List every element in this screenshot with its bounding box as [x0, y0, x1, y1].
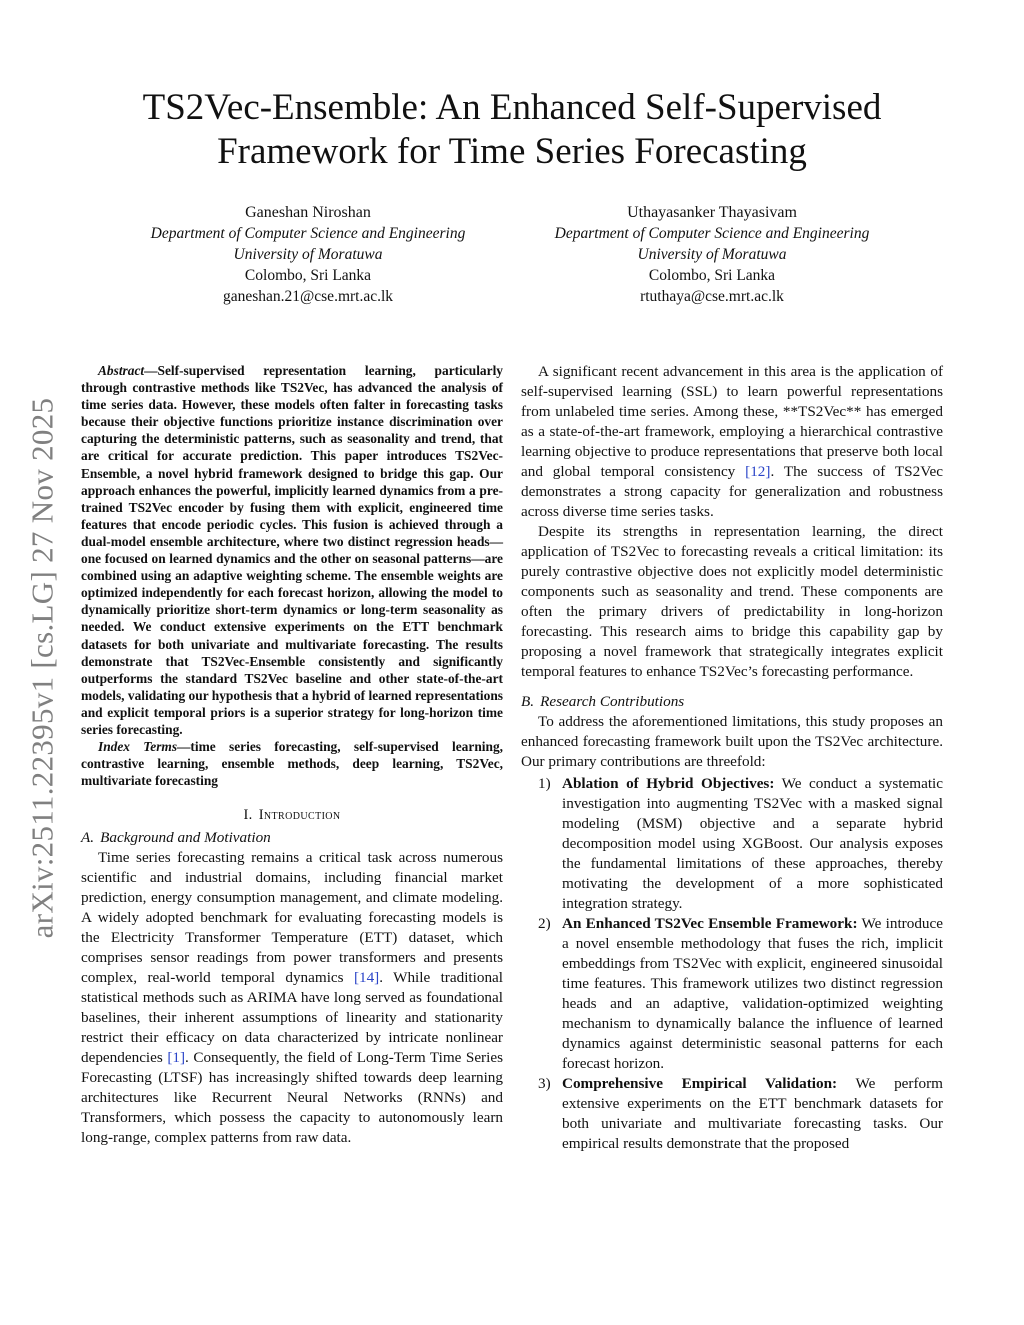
author-name: Ganeshan Niroshan — [245, 204, 371, 221]
list-number: 1) — [538, 775, 551, 792]
section-title: Introduction — [258, 807, 341, 824]
paragraph-text: . While traditional statistical methods such as ARIMA have long served as foundational baselines, their inherent assumptions of linearity and stationarity restrict their efficacy on data characterized by intricate nonlinear dependencies — [81, 969, 503, 1067]
index-terms — [81, 738, 503, 789]
author-university: University of Moratuwa — [233, 246, 383, 263]
citation-link[interactable]: [12] — [745, 463, 771, 480]
list-item — [521, 1074, 943, 1154]
abstract-text: —Self-supervised representation learning, particularly through contrastive methods like TS2Vec, has advanced the analysis of time series data. However, these models often falter in forecasting tasks because their objective functions prioritize instance discrimination over capturing the deterministic patterns, such as seasonality and trend, that are critical for accurate prediction. This paper introduces TS2Vec-Ensemble, a novel hybrid framework designed to bridge this gap. Our approach enhances the powerful, implicitly learned dynamics from a pre-trained TS2Vec encoder by fusing them with explicit, engineered time features that encode periodic cycles. This fusion is achieved through a dual-model ensemble architecture, where two distinct regression heads—one focused on learned dynamics and the other on seasonal patterns—are combined using an adaptive weighting scheme. The ensemble weights are optimized independently for each forecast horizon, allowing the model to dynamically prioritize short-term dynamics or long-term seasonality as needed. We conduct extensive experiments on the ETT benchmark datasets for both univariate and multivariate forecasting. The results demonstrate that TS2Vec-Ensemble consistently and significantly outperforms the standard TS2Vec baseline and other state-of-the-art models, validating our hypothesis that a hybrid of learned representations and explicit temporal priors is a superior strategy for long-horizon time series forecasting. — [81, 363, 503, 737]
section-heading — [81, 805, 503, 825]
paragraph-text: Time series forecasting remains a critical task across numerous scientific and industrial domains, including financial market prediction, energy consumption management, and climate modeling. A widely adopted benchmark for evaluating forecasting models is the Electricity Transformer Temperature (ETT) dataset, which comprises sensor readings from power transformers and presents complex, real-world temporal dynamics — [81, 849, 503, 987]
author-block-2 — [502, 202, 922, 307]
list-item — [521, 914, 943, 1074]
contribution-lead: An Enhanced TS2Vec Ensemble Framework: — [562, 915, 858, 932]
author-location: Colombo, Sri Lanka — [648, 267, 776, 284]
contribution-lead: Comprehensive Empirical Validation: — [562, 1075, 838, 1092]
list-number: 2) — [538, 915, 551, 932]
contributions-list — [521, 774, 943, 1154]
abstract-lead: Abstract — [98, 363, 145, 378]
arxiv-stamp-text: arXiv:2511.22395v1 [cs.LG] 27 Nov 2025 — [24, 397, 59, 939]
subsection-heading — [81, 828, 503, 848]
citation-link[interactable]: [14] — [353, 969, 380, 987]
author-name: Uthayasanker Thayasivam — [627, 204, 797, 221]
paragraph: To address the aforementioned limitations, this study proposes an enhanced forecasting framework built upon the TS2Vec architecture. Our primary contributions are threefold: — [521, 713, 943, 770]
paragraph — [521, 362, 943, 522]
author-email[interactable]: ganeshan.21@cse.mrt.ac.lk — [222, 288, 394, 305]
citation-link[interactable]: [1] — [167, 1049, 186, 1067]
author-location: Colombo, Sri Lanka — [244, 267, 372, 284]
paragraph — [81, 848, 503, 1148]
author-block-1 — [98, 202, 518, 307]
title-line-2: Framework for Time Series Forecasting — [217, 131, 807, 172]
author-department: Department of Computer Science and Engineering — [150, 225, 466, 242]
index-terms-text: —time series forecasting, self-supervised learning, contrastive learning, ensemble methods, deep learning, TS2Vec, multivariate forecasting — [81, 739, 503, 789]
left-column — [81, 362, 503, 1148]
arxiv-stamp — [16, 368, 68, 968]
title-line-1: TS2Vec-Ensemble: An Enhanced Self-Supervised — [142, 87, 882, 128]
author-email[interactable]: rtuthaya@cse.mrt.ac.lk — [640, 288, 784, 305]
author-department: Department of Computer Science and Engineering — [554, 225, 870, 242]
author-university: University of Moratuwa — [637, 246, 787, 263]
paragraph: Despite its strengths in representation learning, the direct application of TS2Vec to forecasting reveals a critical limitation: its purely contrastive objective does not explicitly model deterministic components such as seasonality and trend. These components are often the primary drivers of predictability in long-horizon forecasting. This research aims to bridge this capability gap by proposing a novel framework that strategically integrates explicit temporal features to enhance TS2Vec’s forecasting performance. — [521, 523, 943, 680]
contribution-text: We conduct a systematic investigation into augmenting TS2Vec with a masked signal modeling (MSM) objective and a separate hybrid decomposition model using XGBoost. Our analysis exposes the fundamental limitations of these approaches, thereby motivating the development of a more sophisticated integration strategy. — [562, 775, 943, 912]
abstract — [81, 362, 503, 738]
index-terms-lead: Index Terms — [98, 739, 178, 755]
subsection-label: B. — [521, 693, 535, 710]
right-column — [521, 362, 943, 1154]
subsection-heading — [521, 692, 943, 712]
list-number: 3) — [538, 1075, 551, 1092]
section-number: I. — [243, 807, 253, 824]
subsection-title: Background and Motivation — [100, 829, 271, 847]
subsection-label: A. — [81, 829, 95, 847]
contribution-text: We perform extensive experiments on the ETT benchmark datasets for both univariate and multivariate forecasting tasks. Our empirical results demonstrate that the proposed — [562, 1075, 943, 1152]
contribution-text: We introduce a novel ensemble methodology that fuses the rich, implicit embeddings from TS2Vec with explicit, engineered sinusoidal time features. This framework utilizes two distinct regression heads and an adaptive, validation-optimized weighting mechanism to dynamically balance the influence of learned dynamics against deterministic seasonal patterns for each forecast horizon. — [562, 915, 943, 1072]
paper-title — [60, 86, 964, 174]
subsection-title: Research Contributions — [540, 693, 685, 710]
contribution-lead: Ablation of Hybrid Objectives: — [562, 775, 775, 792]
paragraph-text: . The success of TS2Vec demonstrates a strong capacity for generalization and robustness across diverse time series tasks. — [521, 463, 943, 520]
paragraph-text: . Consequently, the field of Long-Term Time Series Forecasting (LTSF) has increasingly shifted towards deep learning architectures like Recurrent Neural Networks (RNNs) and Transformers, which possess the capacity to autonomously learn long-range, complex patterns from raw data. — [81, 1049, 503, 1147]
paragraph-text: A significant recent advancement in this area is the application of self-supervised learning (SSL) to learn powerful representations from unlabeled time series. Among these, **TS2Vec** has emerged as a state-of-the-art framework, employing a hierarchical contrastive learning objective to produce representations that preserve both local and global temporal consistency — [521, 363, 943, 480]
list-item — [521, 774, 943, 914]
